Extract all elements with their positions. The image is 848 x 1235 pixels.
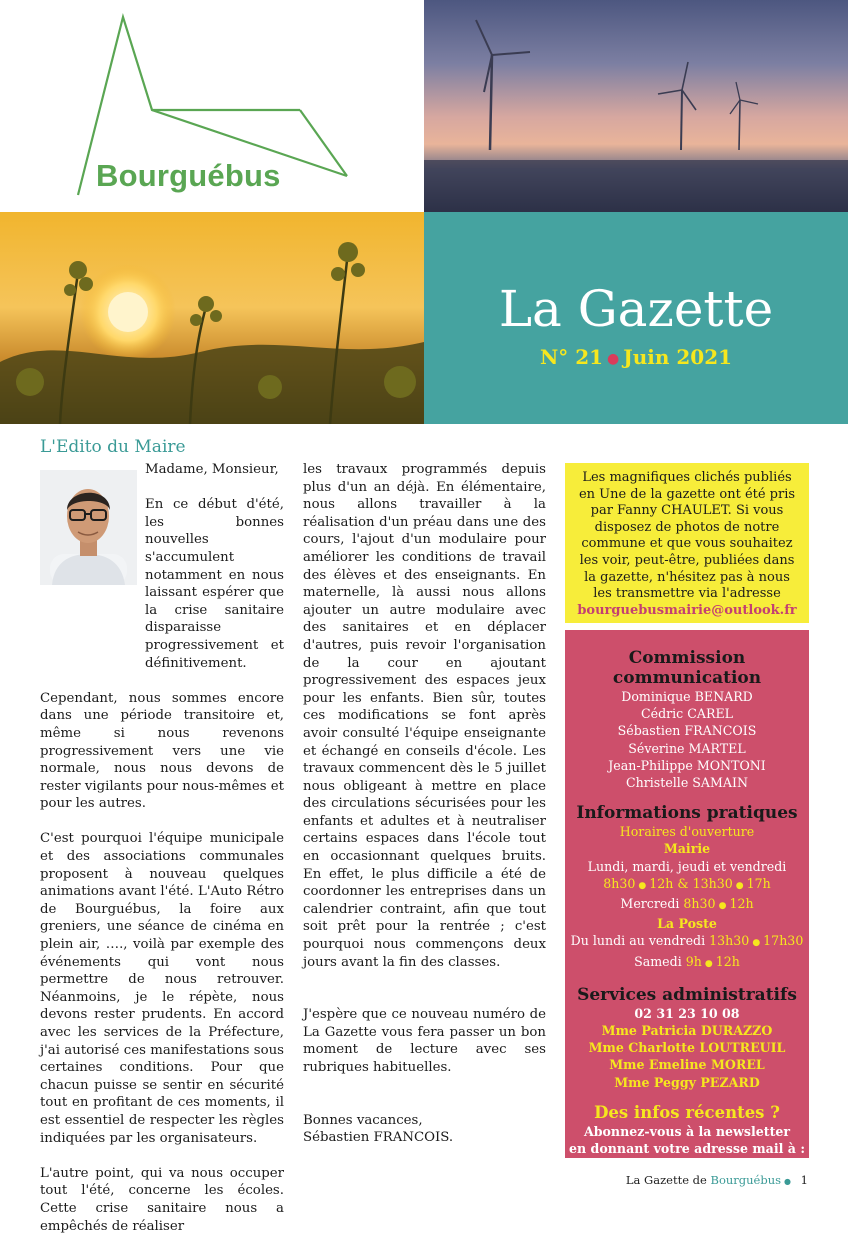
mairie-hour: 8h30 (603, 875, 636, 891)
edito-column-1 (40, 461, 284, 1235)
mairie-wednesday (565, 895, 809, 915)
poste-label: La Poste (657, 916, 717, 932)
edito-paragraph-2: Cependant, nous sommes encore dans une période transitoire et, même si nous revenons progressivement vers une vie normale, nous nous devons de rester vigilants pour nous-mêmes et pour les autres. (40, 690, 284, 812)
edito-paragraph-1: En ce début d'été, les bonnes nouvelles s'accumulent notamment en nous laissant espérer que la crise sanitaire disparaisse progressivement et définitivement. (145, 497, 284, 671)
poste-hour: 13h30 (709, 933, 750, 949)
services-heading: Services administratifs (577, 984, 797, 1005)
poste-days: Du lundi au vendredi (570, 933, 706, 949)
commission-member: Dominique BENARD (621, 689, 753, 704)
poste-hours (565, 932, 809, 952)
commission-member: Séverine MARTEL (628, 740, 746, 756)
logo-town-name: Bourguébus (96, 158, 281, 193)
poste-saturday (565, 953, 809, 973)
newsletter-heading: Des infos récentes ? (594, 1102, 780, 1122)
poste-hour: 17h30 (763, 933, 804, 949)
commission-member: Christelle SAMAIN (626, 775, 748, 791)
poste-sat-label: Samedi (634, 953, 682, 969)
edito-column-2 (303, 461, 546, 1147)
commission-heading: Commission communication (612, 648, 762, 688)
bullet-icon: ● (735, 880, 744, 891)
poste-sat-hour: 12h (715, 953, 740, 969)
separator-dot-icon: ● (607, 350, 620, 367)
issue-line (424, 345, 848, 369)
staff-member: Mme Emeline MOREL (609, 1057, 765, 1073)
newsletter-line-2: en donnant votre adresse mail à : (569, 1141, 805, 1157)
wind-turbines-photo (424, 0, 848, 212)
newsletter-email-link[interactable]: bourguebus.accueil@wanadoo.fr (572, 1158, 802, 1174)
issue-number: N° 21 (539, 345, 604, 369)
bullet-icon: ● (638, 880, 647, 891)
masthead-panel (424, 212, 848, 424)
edito-paragraph-5: les travaux programmés depuis plus d'un an déjà. En élémentaire, nous allons travailler à la réalisation d'un préau dans une des cours, l'ajout d'un modulaire pour améliorer les conditions de travail des élèves et des enseignants. En maternelle, là aussi nous allons ajouter un autre modulaire avec des sanitaires et en déplacer d'autres, puis revoir l'organisation de la cour en ajoutant progressivement des espaces jeux pour les enfants. Bien sûr, toutes ces modifications se font après avoir consulté l'équipe enseignante et échangé en conseils d'école. Les travaux commencent dès le 5 juillet nous obligeant à mettre en place des circulations sécurisées pour les enfants et adultes et à neutraliser certains espaces dans l'école tout en occasionnant quelques bruits. En effet, le plus difficile a été de coordonner les entreprises dans un calendrier contraint, afin que tout soit prêt pour la rentrée ; c'est pourquoi nous commençons deux jours avant la fin des classes. (303, 462, 546, 970)
sunset-photo (0, 212, 424, 424)
edito-heading: L'Edito du Maire (40, 437, 186, 457)
mairie-wed-hour: 12h (729, 896, 754, 912)
staff-member: Mme Peggy PEZARD (614, 1074, 760, 1090)
footer-brand: Bourguébus (710, 1173, 782, 1187)
issue-date: Juin 2021 (623, 345, 733, 369)
staff-member: Mme Patricia DURAZZO (601, 1023, 773, 1039)
mairie-wed-hour: 8h30 (683, 896, 716, 912)
logo-panel (0, 0, 424, 212)
edito-paragraph-3: C'est pourquoi l'équipe municipale et des associations communales proposent à nouveau quelques animations avant l'été. L'Auto Rétro de Bourguébus, la foire aux greniers, une séance de cinéma en plein air, …., voilà par exemple des événements qui vont nous permettre de nous retrouver. Néanmoins, je le répète, nous devons rester prudents. En accord avec les services de la Préfecture, j'ai autorisé ces manifestations sous certaines conditions. Pour que chacun puisse se sentir en sécurité tout en profitant de ces moments, il est essentiel de respecter les règles indiquées par les organisateurs. (40, 831, 284, 1146)
credits-text: Les magnifiques clichés publiés en Une de la gazette ont été pris par Fanny CHAULET. Si vous disposez de photos de notre commune et que vous souhaitez les voir, peut-être, publiées dans la gazette, n'hésitez pas à nous les transmettre via l'adresse (578, 470, 796, 602)
edito-salutation: Madame, Monsieur, (145, 462, 279, 477)
staff-member: Mme Charlotte LOUTREUIL (588, 1040, 786, 1056)
bullet-icon: ● (704, 958, 713, 969)
credits-email-link[interactable]: bourguebusmairie@outlook.fr (577, 602, 797, 618)
mairie-hours (565, 875, 809, 895)
commission-member: Cédric CAREL (640, 706, 734, 722)
hours-title: Horaires d'ouverture (619, 824, 755, 840)
page-footer (626, 1173, 808, 1187)
edito-paragraph-4: L'autre point, qui va nous occuper tout l'été, concerne les écoles. Cette crise sanitaire nous a empêchés de réaliser (40, 1165, 284, 1234)
info-box (565, 630, 809, 1174)
mairie-days: Lundi, mardi, jeudi et vendredi (587, 858, 787, 874)
footer-dot-icon: ● (784, 1177, 792, 1186)
commission-member: Jean-Philippe MONTONI (608, 757, 766, 773)
mairie-label: Mairie (663, 841, 711, 857)
mairie-wed-label: Mercredi (620, 896, 680, 912)
gazette-title: La Gazette (498, 280, 774, 338)
photo-credits-box (565, 463, 809, 623)
commission-member: Sébastien FRANCOIS (617, 723, 757, 739)
page-number: 1 (800, 1173, 808, 1187)
poste-sat-hour: 9h (685, 953, 702, 969)
edito-signature: Sébastien FRANCOIS. (303, 1130, 454, 1146)
footer-prefix: La Gazette de (625, 1173, 707, 1187)
infos-heading: Informations pratiques (576, 803, 798, 824)
edito-paragraph-1-start (145, 496, 284, 672)
bullet-icon: ● (752, 938, 761, 949)
edito-paragraph-6: J'espère que ce nouveau numéro de La Gazette vous fera passer un bon moment de lecture avec ses rubriques habituelles. (303, 1007, 546, 1075)
edito-closing: Bonnes vacances, (303, 1112, 423, 1128)
newsletter-line-1: Abonnez-vous à la newsletter (583, 1123, 791, 1139)
mairie-hour: 17h (746, 875, 771, 891)
services-phone: 02 31 23 10 08 (634, 1005, 740, 1021)
mairie-hour: 12h & 13h30 (649, 875, 733, 891)
bullet-icon: ● (718, 901, 727, 912)
